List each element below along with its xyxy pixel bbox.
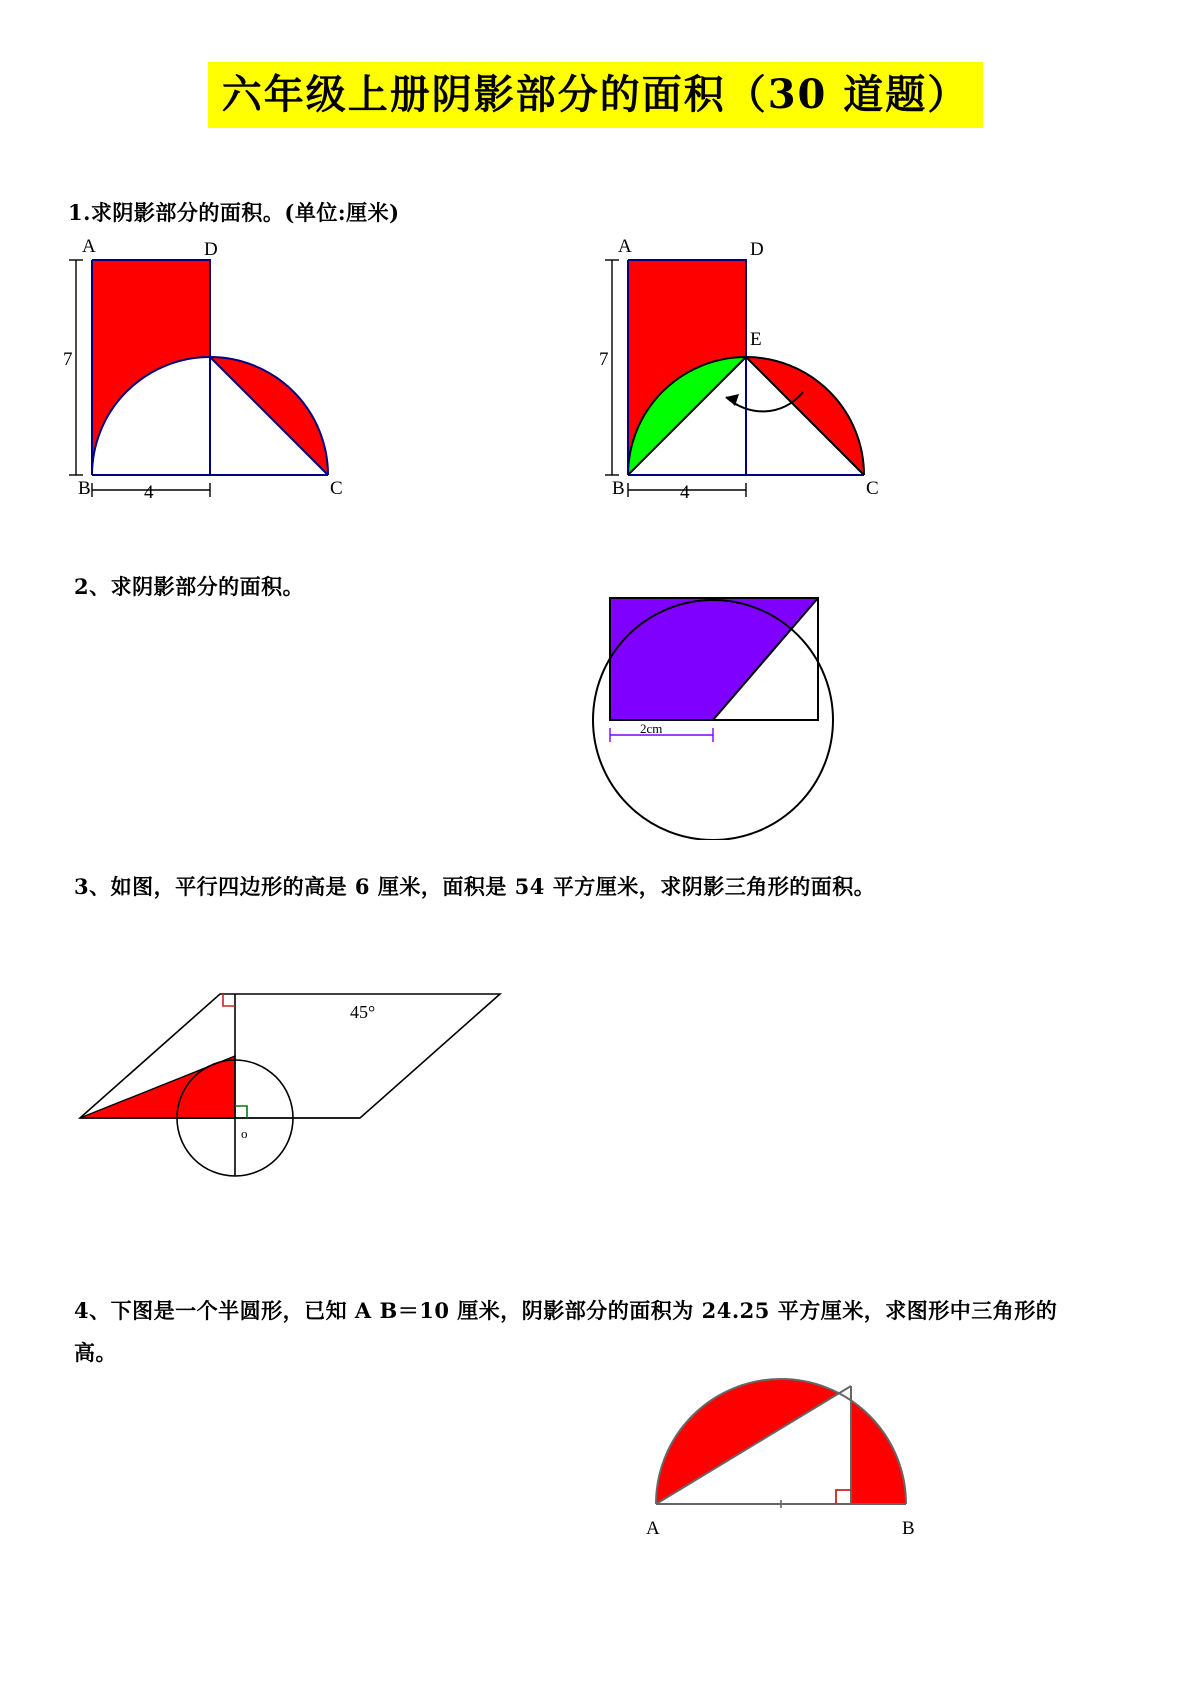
label-45-degrees: 45° — [350, 1002, 376, 1022]
label-A: A — [646, 1518, 660, 1539]
label-B: B — [612, 478, 625, 499]
figure-2 — [568, 580, 868, 845]
label-height-7: 7 — [599, 349, 609, 370]
question-4-text: 4、下图是一个半圆形，已知 A B＝10 厘米，阴影部分的面积为 24.25 平方厘米，求图形中三角形的高。 — [74, 1298, 1058, 1365]
question-3-text: 3、如图，平行四边形的高是 6 厘米，面积是 54 平方厘米，求阴影三角形的面积。 — [74, 874, 876, 899]
question-1-text: 1.求阴影部分的面积。(单位:厘米) — [68, 200, 400, 225]
label-C: C — [330, 478, 343, 499]
label-C: C — [866, 478, 879, 499]
label-A: A — [82, 236, 96, 257]
label-base-4: 4 — [680, 482, 690, 503]
label-B: B — [902, 1518, 915, 1539]
label-height-7: 7 — [63, 349, 73, 370]
label-D: D — [750, 239, 764, 260]
label-base-4: 4 — [144, 482, 154, 503]
figure-3 — [60, 978, 540, 1193]
label-D: D — [204, 239, 218, 260]
page-title-wrapper — [0, 62, 1191, 128]
label-center-o: o — [241, 1126, 248, 1141]
label-B: B — [78, 478, 91, 499]
label-2cm: 2cm — [640, 721, 663, 736]
label-A: A — [618, 236, 632, 257]
page-title: 六年级上册阴影部分的面积（30 道题） — [208, 62, 984, 128]
figure-4 — [636, 1356, 936, 1561]
figure-1-right — [598, 232, 898, 517]
label-E: E — [750, 329, 762, 350]
question-2-text: 2、求阴影部分的面积。 — [74, 574, 305, 599]
figure-1-left — [62, 232, 352, 517]
